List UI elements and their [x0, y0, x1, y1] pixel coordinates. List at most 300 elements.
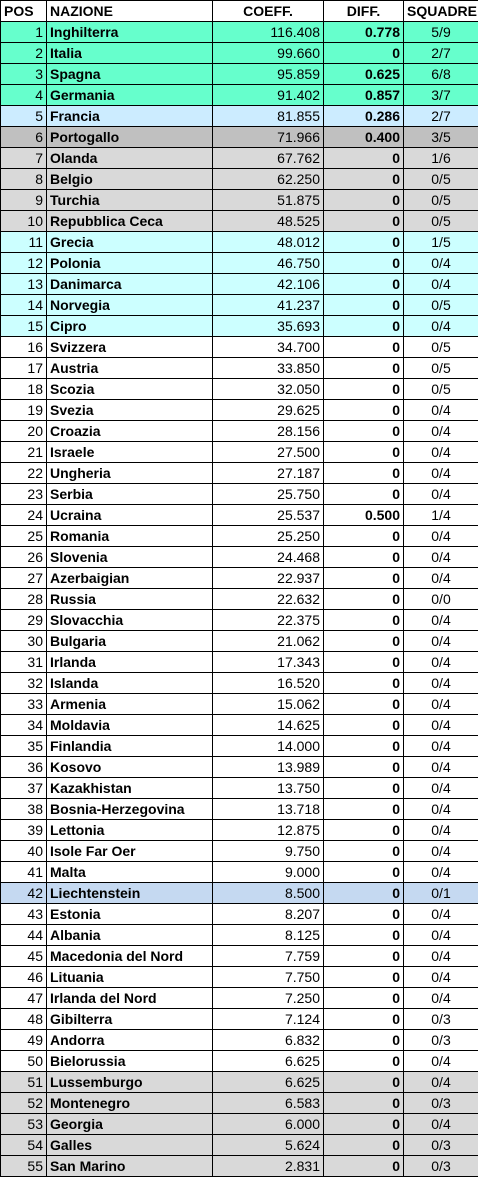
row-difference: 0	[324, 946, 404, 967]
row-nation: Bielorussia	[47, 1051, 213, 1072]
row-teams: 3/7	[404, 85, 478, 106]
row-difference: 0	[324, 169, 404, 190]
row-nation: Finlandia	[47, 736, 213, 757]
row-position: 13	[1, 274, 47, 295]
row-position: 17	[1, 358, 47, 379]
table-row	[1, 22, 478, 43]
table-row	[1, 631, 478, 652]
row-difference: 0	[324, 589, 404, 610]
row-nation: Macedonia del Nord	[47, 946, 213, 967]
row-difference: 0.857	[324, 85, 404, 106]
row-nation: Montenegro	[47, 1093, 213, 1114]
row-coefficient: 7.250	[213, 988, 324, 1009]
row-difference: 0	[324, 1135, 404, 1156]
row-teams: 0/3	[404, 1156, 478, 1177]
row-coefficient: 24.468	[213, 547, 324, 568]
row-nation: Moldavia	[47, 715, 213, 736]
row-coefficient: 8.500	[213, 883, 324, 904]
row-nation: Repubblica Ceca	[47, 211, 213, 232]
row-teams: 0/4	[404, 799, 478, 820]
row-position: 41	[1, 862, 47, 883]
table-row	[1, 673, 478, 694]
row-position: 2	[1, 43, 47, 64]
row-coefficient: 17.343	[213, 652, 324, 673]
row-difference: 0	[324, 736, 404, 757]
row-difference: 0	[324, 190, 404, 211]
row-position: 49	[1, 1030, 47, 1051]
table-row	[1, 253, 478, 274]
row-difference: 0	[324, 253, 404, 274]
row-position: 8	[1, 169, 47, 190]
row-nation: Spagna	[47, 64, 213, 85]
row-nation: Francia	[47, 106, 213, 127]
row-difference: 0	[324, 778, 404, 799]
row-nation: Svizzera	[47, 337, 213, 358]
row-teams: 0/4	[404, 463, 478, 484]
row-coefficient: 32.050	[213, 379, 324, 400]
row-difference: 0	[324, 715, 404, 736]
row-nation: Cipro	[47, 316, 213, 337]
row-difference: 0	[324, 400, 404, 421]
row-position: 14	[1, 295, 47, 316]
table-row	[1, 526, 478, 547]
table-row	[1, 568, 478, 589]
table-row	[1, 64, 478, 85]
row-difference: 0	[324, 274, 404, 295]
row-coefficient: 22.937	[213, 568, 324, 589]
row-nation: Irlanda del Nord	[47, 988, 213, 1009]
row-position: 23	[1, 484, 47, 505]
row-teams: 0/4	[404, 484, 478, 505]
row-teams: 0/4	[404, 274, 478, 295]
row-difference: 0	[324, 799, 404, 820]
table-row	[1, 400, 478, 421]
table-row	[1, 1051, 478, 1072]
row-teams: 0/5	[404, 358, 478, 379]
row-coefficient: 28.156	[213, 421, 324, 442]
row-teams: 0/4	[404, 526, 478, 547]
row-coefficient: 34.700	[213, 337, 324, 358]
row-coefficient: 6.583	[213, 1093, 324, 1114]
row-position: 50	[1, 1051, 47, 1072]
table-row	[1, 43, 478, 64]
row-position: 38	[1, 799, 47, 820]
row-difference: 0	[324, 841, 404, 862]
table-row	[1, 1030, 478, 1051]
row-coefficient: 12.875	[213, 820, 324, 841]
table-row	[1, 1156, 478, 1177]
row-coefficient: 48.525	[213, 211, 324, 232]
row-coefficient: 6.832	[213, 1030, 324, 1051]
row-coefficient: 2.831	[213, 1156, 324, 1177]
row-position: 43	[1, 904, 47, 925]
row-position: 18	[1, 379, 47, 400]
row-difference: 0	[324, 568, 404, 589]
row-difference: 0	[324, 1009, 404, 1030]
row-position: 36	[1, 757, 47, 778]
row-teams: 0/4	[404, 1114, 478, 1135]
row-teams: 0/3	[404, 1009, 478, 1030]
row-nation: Lettonia	[47, 820, 213, 841]
row-position: 6	[1, 127, 47, 148]
row-difference: 0	[324, 148, 404, 169]
table-row	[1, 904, 478, 925]
row-coefficient: 46.750	[213, 253, 324, 274]
row-teams: 3/5	[404, 127, 478, 148]
table-row	[1, 757, 478, 778]
row-teams: 0/4	[404, 757, 478, 778]
table-row	[1, 652, 478, 673]
row-teams: 0/4	[404, 631, 478, 652]
row-teams: 0/4	[404, 946, 478, 967]
table-row	[1, 925, 478, 946]
row-position: 21	[1, 442, 47, 463]
row-coefficient: 95.859	[213, 64, 324, 85]
row-position: 35	[1, 736, 47, 757]
row-position: 52	[1, 1093, 47, 1114]
row-coefficient: 25.537	[213, 505, 324, 526]
table-row	[1, 358, 478, 379]
row-position: 20	[1, 421, 47, 442]
row-teams: 2/7	[404, 43, 478, 64]
row-teams: 0/4	[404, 673, 478, 694]
row-nation: Gibilterra	[47, 1009, 213, 1030]
row-nation: Bosnia-Herzegovina	[47, 799, 213, 820]
row-position: 53	[1, 1114, 47, 1135]
row-coefficient: 29.625	[213, 400, 324, 421]
row-difference: 0	[324, 379, 404, 400]
row-difference: 0	[324, 1114, 404, 1135]
row-difference: 0	[324, 988, 404, 1009]
row-coefficient: 67.762	[213, 148, 324, 169]
row-position: 3	[1, 64, 47, 85]
row-difference: 0	[324, 295, 404, 316]
header-nation: NAZIONE	[47, 1, 213, 22]
row-coefficient: 91.402	[213, 85, 324, 106]
row-position: 33	[1, 694, 47, 715]
row-teams: 0/4	[404, 442, 478, 463]
table-row	[1, 946, 478, 967]
row-position: 44	[1, 925, 47, 946]
row-teams: 0/5	[404, 211, 478, 232]
row-nation: Grecia	[47, 232, 213, 253]
row-nation: Slovenia	[47, 547, 213, 568]
row-nation: Irlanda	[47, 652, 213, 673]
row-position: 24	[1, 505, 47, 526]
row-difference: 0	[324, 757, 404, 778]
row-difference: 0	[324, 883, 404, 904]
row-coefficient: 13.750	[213, 778, 324, 799]
row-difference: 0	[324, 694, 404, 715]
row-position: 25	[1, 526, 47, 547]
row-difference: 0	[324, 967, 404, 988]
table-row	[1, 799, 478, 820]
row-coefficient: 6.625	[213, 1051, 324, 1072]
table-row	[1, 1114, 478, 1135]
row-coefficient: 22.375	[213, 610, 324, 631]
row-coefficient: 27.187	[213, 463, 324, 484]
table-row	[1, 127, 478, 148]
row-teams: 1/6	[404, 148, 478, 169]
table-row	[1, 862, 478, 883]
row-nation: Slovacchia	[47, 610, 213, 631]
row-difference: 0	[324, 904, 404, 925]
table-row	[1, 1009, 478, 1030]
row-teams: 0/4	[404, 862, 478, 883]
row-difference: 0	[324, 337, 404, 358]
row-difference: 0	[324, 547, 404, 568]
row-coefficient: 22.632	[213, 589, 324, 610]
table-row	[1, 736, 478, 757]
row-nation: Polonia	[47, 253, 213, 274]
row-coefficient: 13.718	[213, 799, 324, 820]
row-position: 37	[1, 778, 47, 799]
row-coefficient: 42.106	[213, 274, 324, 295]
table-row	[1, 547, 478, 568]
header-row	[1, 1, 478, 22]
row-coefficient: 16.520	[213, 673, 324, 694]
row-position: 51	[1, 1072, 47, 1093]
row-coefficient: 51.875	[213, 190, 324, 211]
row-position: 5	[1, 106, 47, 127]
row-nation: Italia	[47, 43, 213, 64]
row-nation: Kosovo	[47, 757, 213, 778]
row-difference: 0.625	[324, 64, 404, 85]
row-difference: 0.286	[324, 106, 404, 127]
row-difference: 0	[324, 1156, 404, 1177]
row-position: 9	[1, 190, 47, 211]
table-row	[1, 988, 478, 1009]
row-coefficient: 116.408	[213, 22, 324, 43]
row-nation: Lussemburgo	[47, 1072, 213, 1093]
row-nation: Andorra	[47, 1030, 213, 1051]
row-position: 19	[1, 400, 47, 421]
row-nation: Armenia	[47, 694, 213, 715]
row-nation: Albania	[47, 925, 213, 946]
row-position: 11	[1, 232, 47, 253]
table-row	[1, 1135, 478, 1156]
row-position: 12	[1, 253, 47, 274]
row-teams: 0/5	[404, 190, 478, 211]
row-coefficient: 9.000	[213, 862, 324, 883]
row-coefficient: 48.012	[213, 232, 324, 253]
row-position: 42	[1, 883, 47, 904]
row-teams: 0/3	[404, 1135, 478, 1156]
row-teams: 0/5	[404, 169, 478, 190]
row-nation: Georgia	[47, 1114, 213, 1135]
table-row	[1, 589, 478, 610]
header-coefficient: COEFF.	[213, 1, 324, 22]
row-coefficient: 9.750	[213, 841, 324, 862]
row-nation: Belgio	[47, 169, 213, 190]
row-position: 45	[1, 946, 47, 967]
row-position: 48	[1, 1009, 47, 1030]
row-nation: Romania	[47, 526, 213, 547]
row-nation: Norvegia	[47, 295, 213, 316]
row-nation: Inghilterra	[47, 22, 213, 43]
row-teams: 0/4	[404, 568, 478, 589]
row-nation: Portogallo	[47, 127, 213, 148]
table-row	[1, 715, 478, 736]
row-position: 40	[1, 841, 47, 862]
table-row	[1, 148, 478, 169]
row-nation: Galles	[47, 1135, 213, 1156]
row-nation: Germania	[47, 85, 213, 106]
table-row	[1, 820, 478, 841]
row-coefficient: 7.124	[213, 1009, 324, 1030]
row-difference: 0	[324, 463, 404, 484]
row-teams: 0/4	[404, 841, 478, 862]
row-nation: Danimarca	[47, 274, 213, 295]
row-difference: 0	[324, 43, 404, 64]
row-difference: 0	[324, 1030, 404, 1051]
row-position: 46	[1, 967, 47, 988]
row-nation: Estonia	[47, 904, 213, 925]
table-row	[1, 967, 478, 988]
row-coefficient: 21.062	[213, 631, 324, 652]
row-coefficient: 62.250	[213, 169, 324, 190]
row-difference: 0	[324, 1072, 404, 1093]
row-nation: Turchia	[47, 190, 213, 211]
row-nation: Olanda	[47, 148, 213, 169]
row-coefficient: 6.000	[213, 1114, 324, 1135]
row-coefficient: 41.237	[213, 295, 324, 316]
row-position: 15	[1, 316, 47, 337]
row-difference: 0	[324, 232, 404, 253]
row-teams: 2/7	[404, 106, 478, 127]
row-position: 1	[1, 22, 47, 43]
table-row	[1, 694, 478, 715]
row-coefficient: 15.062	[213, 694, 324, 715]
row-coefficient: 71.966	[213, 127, 324, 148]
table-row	[1, 1072, 478, 1093]
row-teams: 0/5	[404, 337, 478, 358]
row-nation: Scozia	[47, 379, 213, 400]
row-coefficient: 33.850	[213, 358, 324, 379]
table-row	[1, 505, 478, 526]
row-coefficient: 35.693	[213, 316, 324, 337]
row-position: 10	[1, 211, 47, 232]
table-row	[1, 106, 478, 127]
row-position: 29	[1, 610, 47, 631]
row-coefficient: 27.500	[213, 442, 324, 463]
row-teams: 0/3	[404, 1030, 478, 1051]
row-teams: 1/5	[404, 232, 478, 253]
table-row	[1, 274, 478, 295]
table-row	[1, 841, 478, 862]
row-position: 7	[1, 148, 47, 169]
row-teams: 0/4	[404, 610, 478, 631]
row-position: 39	[1, 820, 47, 841]
row-difference: 0	[324, 442, 404, 463]
row-teams: 1/4	[404, 505, 478, 526]
row-difference: 0	[324, 862, 404, 883]
table-row	[1, 484, 478, 505]
row-difference: 0	[324, 631, 404, 652]
row-teams: 5/9	[404, 22, 478, 43]
row-difference: 0.778	[324, 22, 404, 43]
header-pos: POS	[1, 1, 47, 22]
table-row	[1, 337, 478, 358]
row-position: 32	[1, 673, 47, 694]
row-teams: 0/4	[404, 652, 478, 673]
table-row	[1, 463, 478, 484]
row-difference: 0	[324, 610, 404, 631]
row-teams: 0/5	[404, 379, 478, 400]
table-row	[1, 295, 478, 316]
row-nation: Serbia	[47, 484, 213, 505]
row-difference: 0	[324, 316, 404, 337]
row-position: 4	[1, 85, 47, 106]
row-teams: 0/4	[404, 1072, 478, 1093]
row-difference: 0	[324, 820, 404, 841]
row-teams: 0/3	[404, 1093, 478, 1114]
row-coefficient: 7.759	[213, 946, 324, 967]
table-row	[1, 211, 478, 232]
table-body	[1, 22, 478, 1177]
row-nation: Isole Far Oer	[47, 841, 213, 862]
table-row	[1, 883, 478, 904]
row-teams: 0/1	[404, 883, 478, 904]
row-nation: Israele	[47, 442, 213, 463]
row-teams: 0/4	[404, 421, 478, 442]
table-row	[1, 169, 478, 190]
row-position: 16	[1, 337, 47, 358]
row-difference: 0	[324, 925, 404, 946]
row-coefficient: 7.750	[213, 967, 324, 988]
table-row	[1, 316, 478, 337]
table-row	[1, 379, 478, 400]
row-difference: 0	[324, 526, 404, 547]
table-row	[1, 421, 478, 442]
row-teams: 0/4	[404, 904, 478, 925]
row-nation: Lituania	[47, 967, 213, 988]
row-teams: 0/4	[404, 400, 478, 421]
row-position: 54	[1, 1135, 47, 1156]
row-position: 28	[1, 589, 47, 610]
table-row	[1, 232, 478, 253]
row-teams: 0/4	[404, 778, 478, 799]
row-difference: 0	[324, 421, 404, 442]
row-nation: Croazia	[47, 421, 213, 442]
row-position: 26	[1, 547, 47, 568]
row-position: 22	[1, 463, 47, 484]
row-position: 34	[1, 715, 47, 736]
row-difference: 0	[324, 673, 404, 694]
row-difference: 0	[324, 652, 404, 673]
table-row	[1, 610, 478, 631]
row-nation: Austria	[47, 358, 213, 379]
table-row	[1, 778, 478, 799]
row-coefficient: 5.624	[213, 1135, 324, 1156]
row-nation: Bulgaria	[47, 631, 213, 652]
row-coefficient: 25.750	[213, 484, 324, 505]
table-row	[1, 442, 478, 463]
table-row	[1, 190, 478, 211]
row-difference: 0	[324, 1093, 404, 1114]
row-difference: 0.500	[324, 505, 404, 526]
row-coefficient: 99.660	[213, 43, 324, 64]
table-row	[1, 85, 478, 106]
row-position: 55	[1, 1156, 47, 1177]
row-teams: 6/8	[404, 64, 478, 85]
row-teams: 0/0	[404, 589, 478, 610]
row-difference: 0.400	[324, 127, 404, 148]
row-nation: Ucraina	[47, 505, 213, 526]
row-nation: San Marino	[47, 1156, 213, 1177]
row-difference: 0	[324, 358, 404, 379]
row-difference: 0	[324, 1051, 404, 1072]
